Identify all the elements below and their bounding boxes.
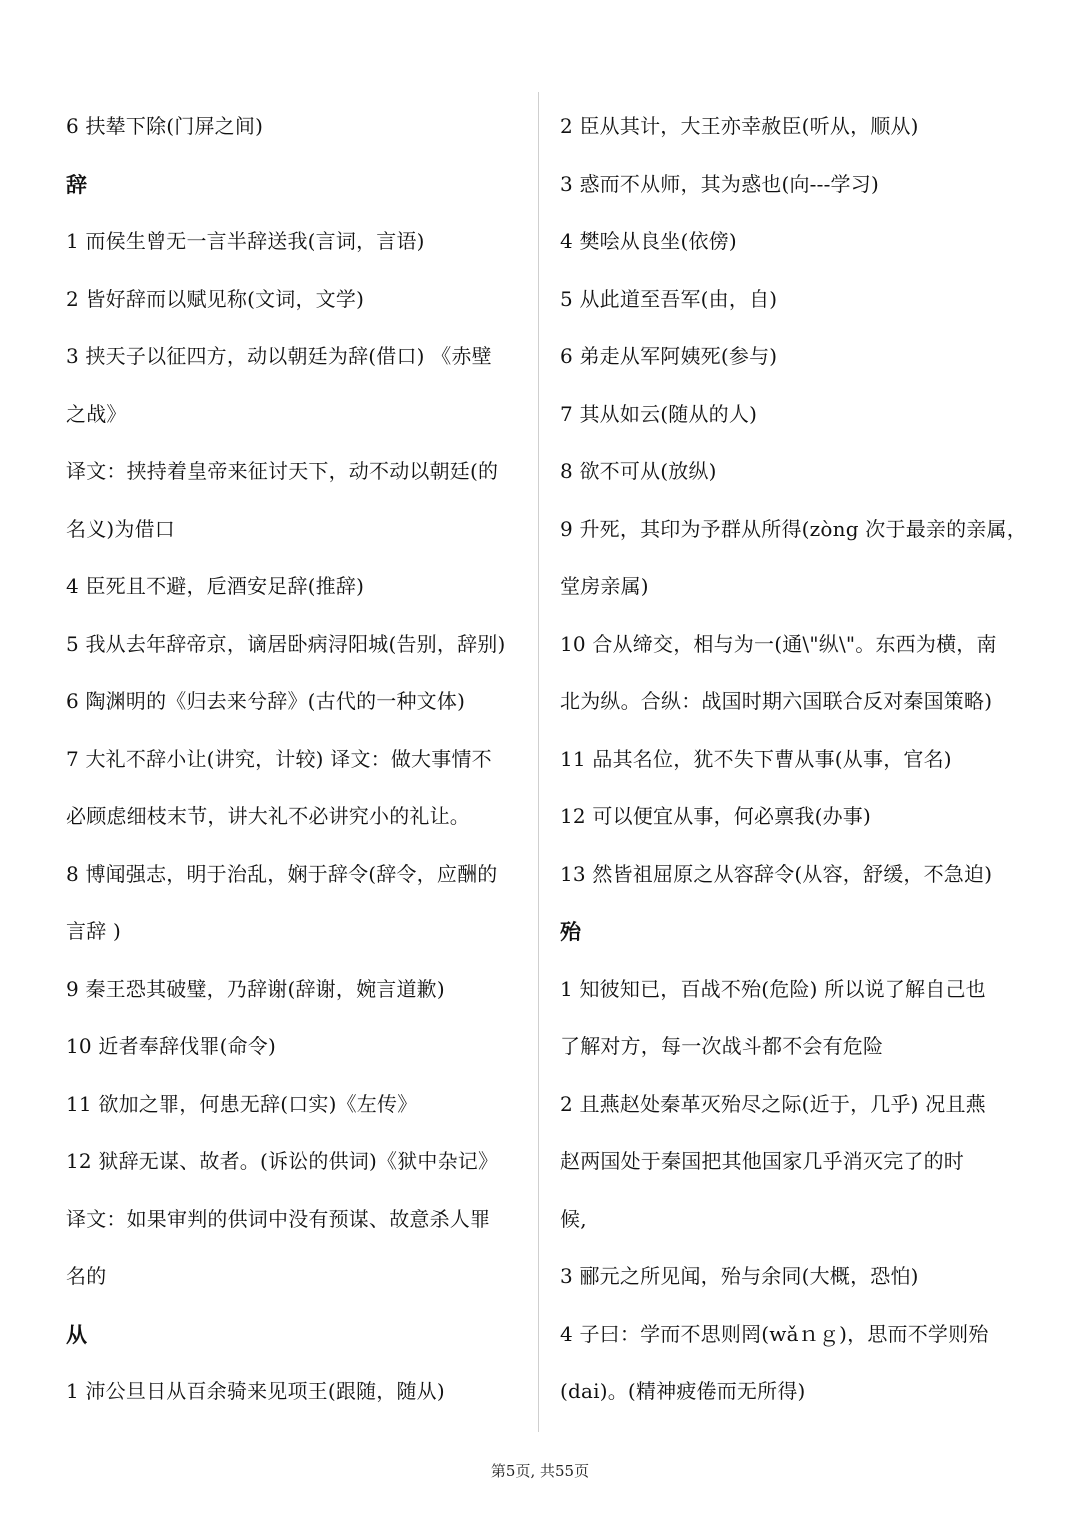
text-line: 6 陶渊明的《归去来兮辞》(古代的一种文体) bbox=[66, 689, 466, 713]
text-line: 8 欲不可从(放纵) bbox=[560, 459, 717, 483]
text-line: 5 我从去年辞帝京，谪居卧病浔阳城(告别，辞别) bbox=[66, 631, 506, 656]
text-line: 必顾虑细枝末节，讲大礼不必讲究小的礼让。 bbox=[66, 804, 470, 828]
text-line: 7 其从如云(随从的人) bbox=[560, 401, 758, 426]
left-column bbox=[66, 98, 528, 1421]
text-line: 6 扶辇下除(门屏之间) bbox=[66, 114, 264, 138]
text-line: 了解对方，每一次战斗都不会有危险 bbox=[560, 1034, 884, 1058]
text-line: 1 知彼知已，百战不殆(危险) 所以说了解自己也 bbox=[560, 976, 986, 1001]
text-line: 名义)为借口 bbox=[66, 516, 176, 541]
text-line: 4 樊哙从良坐(依傍) bbox=[560, 229, 737, 253]
text-line: 9 秦王恐其破璧，乃辞谢(辞谢，婉言道歉) bbox=[66, 976, 445, 1001]
text-line: 12 可以便宜从事，何必禀我(办事) bbox=[560, 804, 872, 828]
text-line: 译文：挟持着皇帝来征讨天下，动不动以朝廷(的 bbox=[66, 459, 499, 483]
text-line: 10 近者奉辞伐罪(命令) bbox=[66, 1034, 277, 1058]
text-line: 北为纵。合纵：战国时期六国联合反对秦国策略) bbox=[560, 689, 993, 713]
text-line: 之战》 bbox=[66, 401, 127, 426]
text-line: 12 狱辞无谋、故者。(诉讼的供词)《狱中杂记》 bbox=[66, 1149, 499, 1173]
page-footer: 第5页, 共55页 bbox=[490, 1462, 590, 1480]
text-line: 候, bbox=[560, 1206, 587, 1231]
section-heading: 殆 bbox=[560, 919, 582, 944]
text-line: 4 臣死且不避，卮酒安足辞(推辞) bbox=[66, 574, 365, 598]
text-line: 4 子曰：学而不思则罔(wǎｎｇ)，思而不学则殆 bbox=[560, 1321, 989, 1346]
text-line: 译文：如果审判的供词中没有预谋、故意杀人罪 bbox=[66, 1206, 491, 1231]
text-line: 9 升死，其印为予群从所得(zòng 次于最亲的亲属， bbox=[560, 516, 1027, 541]
text-line: 3 挟天子以征四方，动以朝廷为辞(借口) 《赤壁 bbox=[66, 344, 492, 368]
text-line: 7 大礼不辞小让(讲究，计较) 译文：做大事情不 bbox=[66, 746, 492, 771]
text-line: 赵两国处于秦国把其他国家几乎消灭完了的时 bbox=[560, 1149, 964, 1173]
text-line: 名的 bbox=[66, 1264, 107, 1288]
text-line: 11 品其名位，犹不失下曹从事(从事，官名) bbox=[560, 746, 952, 771]
section-heading: 从 bbox=[66, 1321, 88, 1347]
text-line: 堂房亲属) bbox=[560, 574, 649, 598]
text-line: 3 惑而不从师，其为惑也(向---学习) bbox=[560, 171, 879, 196]
text-line: 3 郦元之所见闻，殆与余同(大概，恐怕) bbox=[560, 1264, 919, 1288]
text-line: 2 且燕赵处秦革灭殆尽之际(近于，几乎) 况且燕 bbox=[560, 1091, 986, 1116]
text-line: 6 弟走从军阿姨死(参与) bbox=[560, 344, 778, 368]
text-line: (dai)。(精神疲倦而无所得) bbox=[560, 1379, 806, 1403]
text-line: 5 从此道至吾军(由，自) bbox=[560, 286, 778, 311]
section-heading: 辞 bbox=[66, 171, 88, 197]
text-line: 2 臣从其计，大王亦幸赦臣(听从，顺从) bbox=[560, 114, 919, 138]
text-line: 13 然皆祖屈原之从容辞令(从容，舒缓，不急迫) bbox=[560, 861, 993, 886]
text-line: 8 博闻强志，明于治乱，娴于辞令(辞令，应酬的 bbox=[66, 861, 498, 886]
text-line: 11 欲加之罪，何患无辞(口实)《左传》 bbox=[66, 1091, 418, 1116]
column-divider bbox=[538, 92, 539, 1432]
text-line: 2 皆好辞而以赋见称(文词，文学) bbox=[66, 286, 365, 311]
text-line: 言辞 ) bbox=[66, 919, 121, 943]
text-line: 1 沛公旦日从百余骑来见项王(跟随，随从) bbox=[66, 1379, 445, 1403]
right-column bbox=[560, 98, 1026, 1421]
text-line: 10 合从缔交，相与为一(通\"纵\"。东西为横，南 bbox=[560, 631, 997, 656]
text-line: 1 而侯生曾无一言半辞送我(言词，言语) bbox=[66, 229, 425, 253]
